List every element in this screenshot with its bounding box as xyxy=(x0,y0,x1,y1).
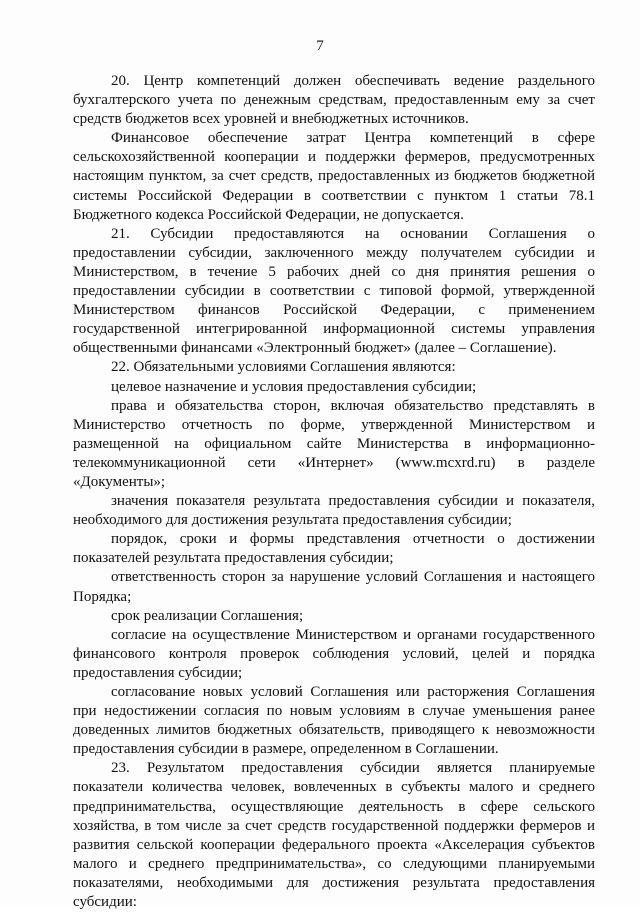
document-body xyxy=(73,72,595,912)
page-number: 7 xyxy=(316,38,324,54)
paragraph-financing: Финансовое обеспечение затрат Центра компетенций в сфере сельскохозяйственной кооперации и поддержки фермеров, предусмотренных настоящим пунктом, за счет средств, предоставленных из бюджетов бюджетной системы Российской Федерации в соответствии с пунктом 1 статьи 78.1 Бюджетного кодекса Российской Федерации, не допускается. xyxy=(73,130,595,223)
condition-item: ответственность сторон за нарушение условий Соглашения и настоящего Порядка; xyxy=(73,569,595,605)
condition-item: срок реализации Соглашения; xyxy=(111,607,304,624)
paragraph-23: 23. Результатом предоставления субсидии является планируемые показатели количества человек, вовлеченных в субъекты малого и среднего предпринимательства, осуществляющие деятельность в сфере сельского хозяйства, в том числе за счет средств государственной поддержки фермеров и развития сельской кооперации федерального проекта «Акселерация субъектов малого и среднего предпринимательства», со следующими планируемыми показателями, необходимыми для достижения результата предоставления субсидии: xyxy=(73,760,595,911)
condition-item: согласие на осуществление Министерством и органами государственного финансового контроля проверок соблюдения условий, целей и порядка предоставления субсидии; xyxy=(73,626,595,681)
condition-item: значения показателя результата предоставления субсидии и показателя, необходимого для достижения результата предоставления субсидии; xyxy=(73,493,595,529)
paragraph-22: 22. Обязательными условиями Соглашения являются: xyxy=(111,359,456,376)
condition-item: порядок, сроки и формы представления отчетности о достижении показателей результата предоставления субсидии; xyxy=(73,531,595,567)
condition-item: целевое назначение и условия предоставления субсидии; xyxy=(111,378,477,395)
paragraph-20: 20. Центр компетенций должен обеспечивать ведение раздельного бухгалтерского учета по денежным средствам, предоставленным ему за счет средств бюджетов всех уровней и внебюджетных источников. xyxy=(73,73,595,128)
condition-item: согласование новых условий Соглашения или расторжения Соглашения при недостижении согласия по новым условиям в случае уменьшения ранее доведенных лимитов бюджетных обязательств, приводящего к невозможности предоставления субсидии в размере, определенном в Соглашении. xyxy=(73,684,595,758)
paragraph-21: 21. Субсидии предоставляются на основании Соглашения о предоставлении субсидии, заключенного между получателем субсидии и Министерством, в течение 5 рабочих дней со дня принятия решения о предоставлении субсидии в соответствии с типовой формой, утвержденной Министерством финансов Российской Федерации, с применением государственной интегрированной информационной системы управления общественными финансами «Электронный бюджет» (далее – Соглашение). xyxy=(73,225,595,357)
condition-item: права и обязательства сторон, включая обязательство представлять в Министерство отчетность по форме, утвержденной Министерством и размещенной на официальном сайте Министерства в информационно-телекоммуникационной сети «Интернет» (www.mcxrd.ru) в разделе «Документы»; xyxy=(73,397,595,490)
